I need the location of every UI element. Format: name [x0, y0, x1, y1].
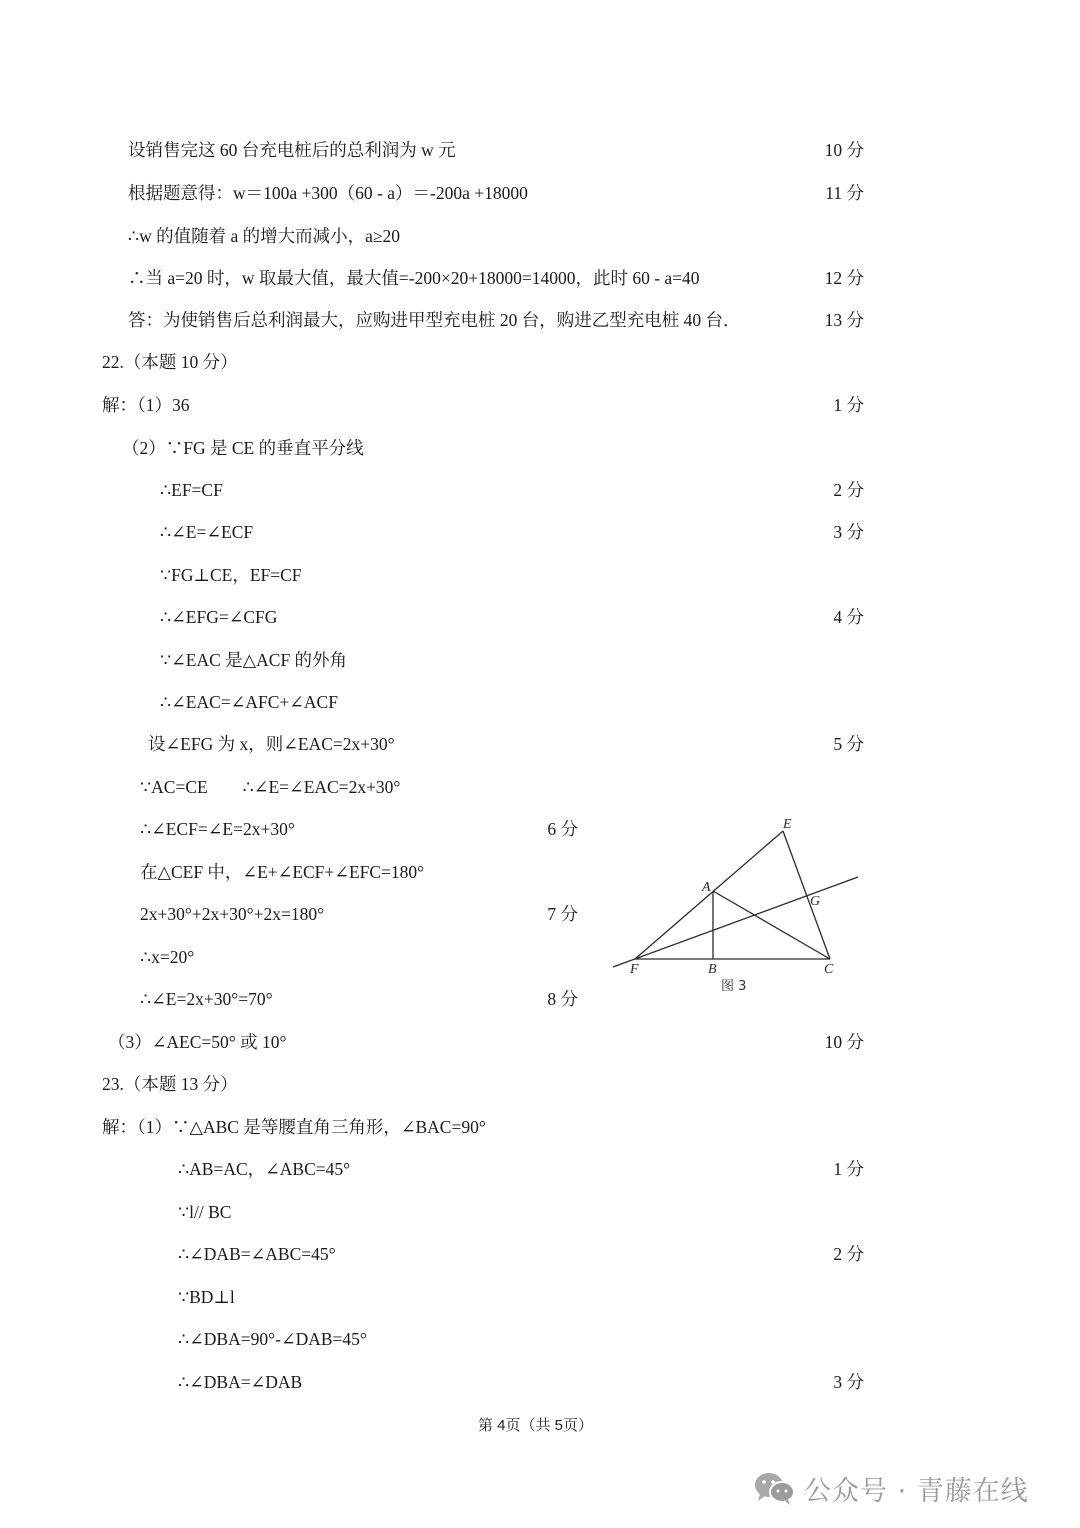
answer-line: ∴∠E=2x+30°=70° 8 分: [140, 985, 578, 1013]
answer-line: （3）∠AEC=50° 或 10° 10 分: [108, 1028, 864, 1056]
dot-leader: [326, 900, 545, 928]
answer-line: ∵FG⊥CE，EF=CF: [160, 565, 302, 585]
score-label: 13 分: [824, 310, 864, 330]
svg-text:B: B: [708, 962, 717, 977]
answer-line: 2x+30°+2x+30°+2x=180° 7 分: [140, 900, 578, 928]
answer-line: 设销售完这 60 台充电桩后的总利润为 w 元 10 分: [128, 136, 864, 164]
answer-line: ∵∠EAC 是△ACF 的外角: [160, 650, 348, 670]
answer-line: ∴∠E=∠ECF 3 分: [160, 518, 864, 546]
dot-leader: [297, 815, 546, 843]
answer-line: 设∠EFG 为 x，则∠EAC=2x+30° 5 分: [148, 730, 864, 758]
dot-leader: [279, 603, 831, 631]
score-label: 10 分: [824, 140, 864, 160]
score-label: 3 分: [833, 1372, 864, 1392]
answer-line: ∴∠ECF=∠E=2x+30° 6 分: [140, 815, 578, 843]
answer-line: 在△CEF 中，∠E+∠ECF+∠EFC=180°: [140, 862, 425, 882]
score-label: 4 分: [833, 607, 864, 627]
triangle-diagram: [600, 805, 870, 1005]
page-number: 第 4页（共 5页）: [478, 1417, 594, 1434]
answer-line: ∵AC=CE ∴∠E=∠EAC=2x+30°: [140, 777, 401, 797]
dot-leader: [275, 985, 546, 1013]
question-heading: 22.（本题 10 分）: [102, 352, 238, 372]
dot-leader: [192, 391, 832, 419]
answer-line: 根据题意得：w＝100a +300（60 - a）＝-200a +18000 11 分: [128, 179, 864, 207]
answer-line: 答：为使销售后总利润最大，应购进甲型充电桩 20 台，购进乙型充电桩 40 台． 13 分: [128, 306, 864, 334]
answer-line: ∴∠DAB=∠ABC=45° 2 分: [178, 1240, 864, 1268]
score-label: 2 分: [833, 480, 864, 500]
score-label: 8 分: [547, 989, 578, 1009]
dot-leader: [255, 518, 831, 546]
svg-text:G: G: [810, 894, 821, 909]
answer-line: ∴∠DBA=∠DAB 3 分: [178, 1368, 864, 1396]
score-label: 2 分: [833, 1244, 864, 1264]
score-label: 1 分: [833, 1159, 864, 1179]
answer-line: ∴w 的值随着 a 的增大而减小，a≥20: [128, 226, 401, 246]
svg-text:A: A: [702, 880, 711, 895]
answer-line: ∴AB=AC，∠ABC=45° 1 分: [178, 1155, 864, 1183]
svg-text:F: F: [630, 962, 639, 977]
dot-leader: [289, 1028, 823, 1056]
answer-line: ∴当 a=20 时，w 取最大值，最大值=-200×20+18000=14000，此时 60 - a=40 12 分: [128, 264, 864, 292]
dot-leader: [304, 1368, 831, 1396]
score-label: 10 分: [824, 1032, 864, 1052]
watermark: [752, 1470, 1029, 1506]
answer-line: ∴∠DBA=90°-∠DAB=45°: [178, 1329, 367, 1349]
question-heading: 23.（本题 13 分）: [102, 1074, 238, 1094]
figure-caption: 图 3: [721, 979, 747, 994]
answer-line: ∴∠EFG=∠CFG 4 分: [160, 603, 864, 631]
score-label: 7 分: [547, 904, 578, 924]
answer-line: ∴EF=CF 2 分: [160, 476, 864, 504]
dot-leader: [352, 1155, 831, 1183]
answer-line: 解：（1）∵△ABC 是等腰直角三角形，∠BAC=90°: [102, 1117, 486, 1137]
svg-text:E: E: [783, 817, 792, 832]
score-label: 5 分: [833, 734, 864, 754]
dot-leader: [338, 1240, 832, 1268]
svg-text:C: C: [824, 962, 834, 977]
answer-line: （2）∵FG 是 CE 的垂直平分线: [122, 438, 364, 458]
dot-leader: [225, 476, 832, 504]
answer-line: 解：（1）36 1 分: [102, 391, 864, 419]
dot-leader: [530, 179, 823, 207]
watermark-text: 公众号 · 青藤在线: [804, 1475, 1029, 1507]
score-label: 3 分: [833, 522, 864, 542]
answer-line: ∵BD⊥l: [178, 1287, 235, 1307]
dot-leader: [458, 136, 823, 164]
answer-line: ∵l// BC: [178, 1202, 232, 1222]
dot-leader: [702, 264, 823, 292]
dot-leader: [397, 730, 832, 758]
wechat-icon: [752, 1470, 798, 1506]
score-label: 11 分: [825, 183, 864, 203]
geometry-figure-3: [600, 805, 870, 1005]
answer-line: ∴x=20°: [140, 947, 195, 967]
score-label: 12 分: [824, 268, 864, 288]
answer-line: ∴∠EAC=∠AFC+∠ACF: [160, 692, 338, 712]
score-label: 1 分: [833, 395, 864, 415]
score-label: 6 分: [547, 819, 578, 839]
dot-leader: [743, 306, 823, 334]
